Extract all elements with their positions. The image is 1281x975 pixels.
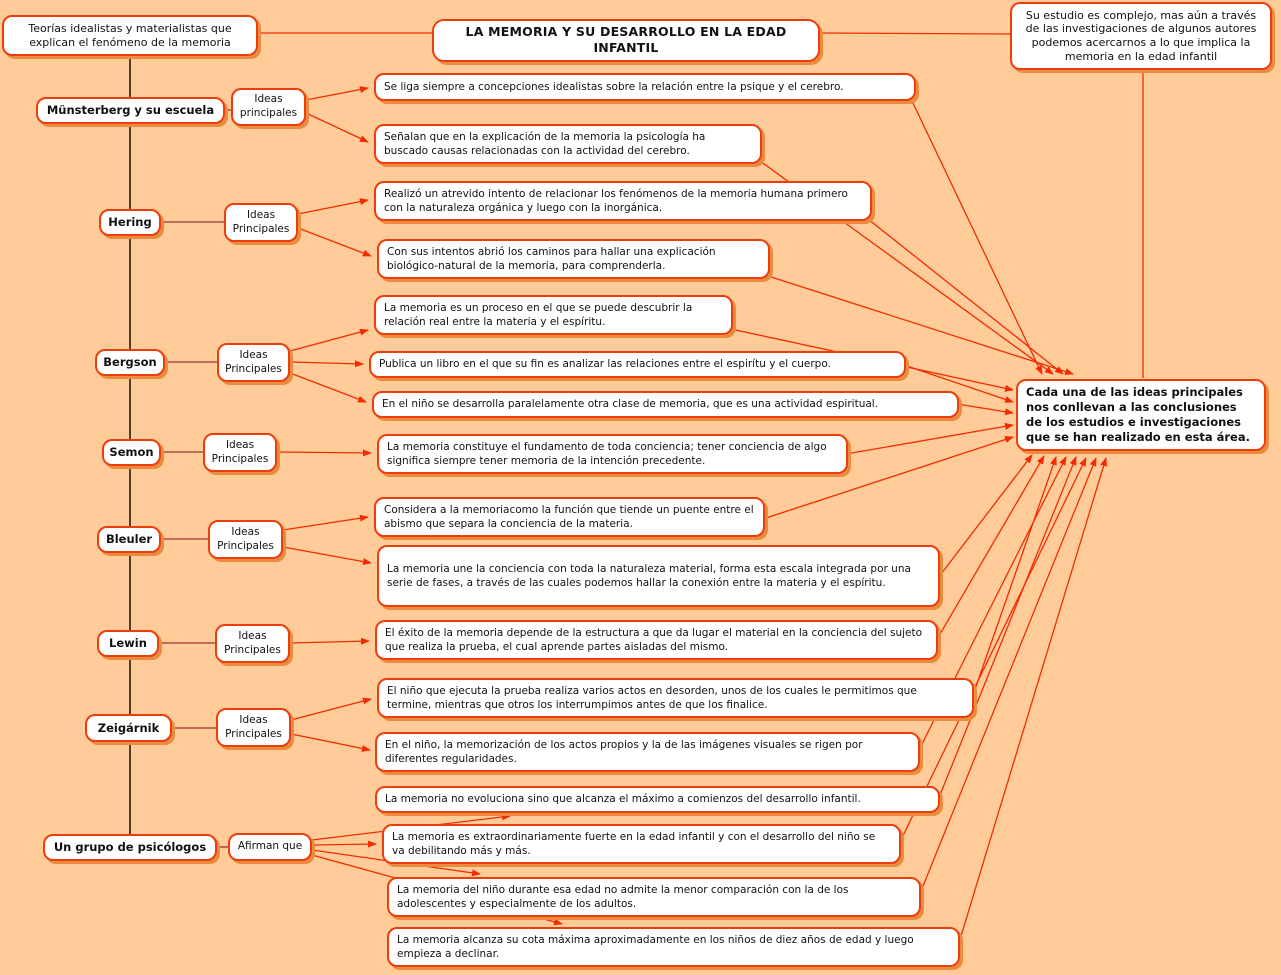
stmt-7[interactable]: En el niño se desarrolla paralelamente otra clase de memoria, que es una actividad espiritual. (372, 391, 959, 418)
ideas-grupo[interactable]: Afirman que (228, 833, 312, 861)
stmt-1[interactable]: Se liga siempre a concepciones idealistas sobre la relación entre la psique y el cerebro. (374, 73, 916, 101)
author-munsterberg[interactable]: Münsterberg y su escuela (36, 97, 225, 124)
arrow-edge (290, 362, 363, 364)
ideas-hering[interactable]: Ideas Principales (224, 203, 298, 242)
stmt-13[interactable]: En el niño, la memorización de los actos propios y la de las imágenes visuales se rigen por diferentes regularidades. (375, 732, 920, 772)
line-edge (820, 33, 1010, 34)
arrow-edge (846, 425, 1013, 454)
stmt-15[interactable]: La memoria es extraordinariamente fuerte en la edad infantil y con el desarrollo del niño se va debilitando más y más. (382, 824, 901, 864)
ideas-zeigarnik[interactable]: Ideas Principales (216, 708, 291, 747)
arrow-edge (298, 200, 368, 214)
author-hering[interactable]: Hering (99, 209, 161, 236)
arrow-edge (290, 330, 368, 351)
stmt-3[interactable]: Realizó un atrevido intento de relacionar los fenómenos de la memoria humana primero con la naturaleza orgánica y luego con la inorgánica. (374, 181, 872, 221)
arrow-edge (290, 641, 369, 643)
arrow-edge (936, 456, 1044, 641)
ideas-bleuler[interactable]: Ideas Principales (208, 520, 283, 559)
arrow-edge (957, 404, 1013, 413)
arrow-edge (306, 113, 368, 142)
ideas-semon[interactable]: Ideas Principales (203, 433, 277, 472)
stmt-8[interactable]: La memoria constituye el fundamento de toda conciencia; tener conciencia de algo significa siempre tener memoria de la intención precedente. (377, 434, 848, 474)
author-zeigarnik[interactable]: Zeigárnik (85, 714, 172, 742)
ideas-lewin[interactable]: Ideas Principales (215, 624, 290, 663)
stmt-2[interactable]: Señalan que en la explicación de la memoria la psicología ha buscado causas relacionadas con la actividad del cerebro. (374, 124, 762, 164)
stmt-5[interactable]: La memoria es un proceso en el que se puede descubrir la relación real entre la materia y el espíritu. (374, 295, 733, 335)
author-semon[interactable]: Semon (102, 439, 161, 466)
arrow-edge (283, 547, 371, 563)
arrow-edge (290, 373, 366, 402)
arrow-edge (277, 452, 371, 453)
stmt-10[interactable]: La memoria une la conciencia con toda la naturaleza material, forma esta escala integrada por una serie de fases, a través de las cuales podemos hallar la conexión entre la materia y el espíritu. (377, 545, 940, 607)
stmt-6[interactable]: Publica un libro en el que su fin es analizar las relaciones entre el espirítu y el cuerpo. (369, 351, 906, 378)
arrow-edge (312, 844, 376, 845)
arrow-edge (298, 228, 371, 256)
stmt-14[interactable]: La memoria no evoluciona sino que alcanza el máximo a comienzos del desarrollo infantil. (375, 786, 940, 813)
note-study[interactable]: Su estudio es complejo, mas aún a través de las investigaciones de algunos autores podemos acercarnos a lo que implica la memoria en la edad infantil (1010, 2, 1272, 70)
stmt-12[interactable]: El niño que ejecuta la prueba realiza varios actos en desorden, unos de los cuales le permitimos que termine, mientras que otros los interrumpimos antes de que los finalice. (377, 678, 974, 718)
conclusion[interactable]: Cada una de las ideas principales nos conllevan a las conclusiones de los estudios e investigaciones que se han realizado en esta área. (1016, 379, 1266, 451)
author-grupo[interactable]: Un grupo de psicólogos (43, 834, 217, 861)
arrow-edge (958, 458, 1106, 946)
arrow-edge (912, 101, 1042, 374)
map-title[interactable]: LA MEMORIA Y SU DESARROLLO EN LA EDAD INFANTIL (432, 19, 820, 62)
ideas-munsterberg[interactable]: Ideas principales (231, 88, 306, 126)
author-lewin[interactable]: Lewin (97, 630, 159, 657)
stmt-9[interactable]: Considera a la memoriacomo la función que tiende un puente entre el abismo que separa la conciencia de la materia. (374, 497, 765, 537)
arrow-edge (919, 458, 1096, 896)
arrow-edge (291, 734, 370, 750)
author-bergson[interactable]: Bergson (95, 349, 165, 376)
arrow-edge (938, 455, 1032, 578)
arrow-edge (938, 457, 1076, 800)
stmt-17[interactable]: La memoria alcanza su cota máxima aproximadamente en los niños de diez años de edad y luego empieza a declinar. (387, 927, 960, 967)
arrow-edge (283, 517, 368, 530)
arrow-edge (306, 88, 368, 100)
stmt-11[interactable]: El éxito de la memoria depende de la estructura a que da lugar el material en la conciencia del sujeto que realiza la prueba, el cual aprende partes aisladas del mismo. (375, 620, 938, 660)
author-bleuler[interactable]: Bleuler (97, 526, 161, 553)
arrow-edge (291, 699, 371, 720)
stmt-16[interactable]: La memoria del niño durante esa edad no admite la menor comparación con la de los adolescentes y especialmente de los adultos. (387, 877, 921, 917)
note-theories[interactable]: Teorías idealistas y materialistas que explican el fenómeno de la memoria (2, 15, 258, 56)
stmt-4[interactable]: Con sus intentos abrió los caminos para hallar una explicación biológico-natural de la memoria, para comprenderla. (377, 239, 770, 279)
ideas-bergson[interactable]: Ideas Principales (217, 343, 290, 382)
